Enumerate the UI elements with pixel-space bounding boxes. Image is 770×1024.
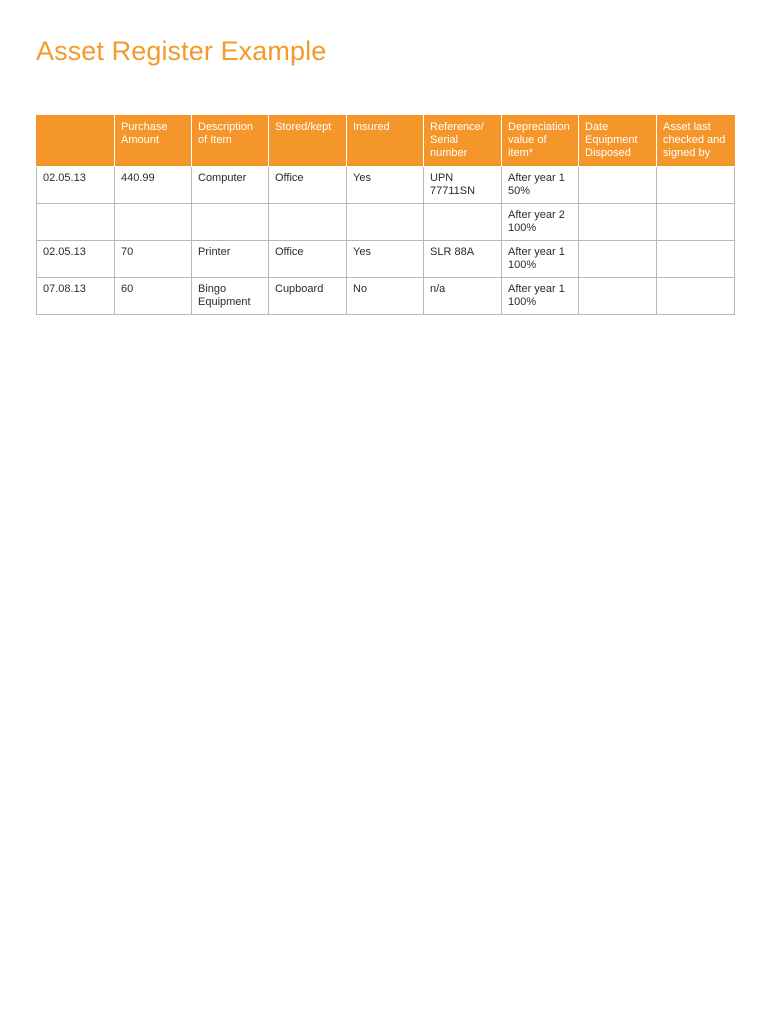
header-date-disposed: Date Equipment Disposed (579, 115, 657, 167)
cell-stored-kept (269, 204, 347, 241)
asset-register-table (36, 115, 735, 315)
cell-insured: Yes (347, 241, 424, 278)
cell-date-disposed (579, 278, 657, 315)
cell-date-disposed (579, 167, 657, 204)
cell-description: Bingo Equipment (192, 278, 269, 315)
header-date (37, 115, 115, 167)
cell-description: Printer (192, 241, 269, 278)
cell-depreciation: After year 1 100% (502, 241, 579, 278)
cell-purchase-amount: 60 (115, 278, 192, 315)
table-row (37, 204, 735, 241)
cell-date: 02.05.13 (37, 241, 115, 278)
cell-last-checked (657, 167, 735, 204)
cell-date: 02.05.13 (37, 167, 115, 204)
header-insured: Insured (347, 115, 424, 167)
table-row (37, 167, 735, 204)
cell-stored-kept: Office (269, 241, 347, 278)
cell-reference (424, 204, 502, 241)
cell-last-checked (657, 204, 735, 241)
cell-date (37, 204, 115, 241)
table-header-row (37, 115, 735, 167)
header-reference-serial: Reference/ Serial number (424, 115, 502, 167)
cell-date-disposed (579, 204, 657, 241)
header-purchase-amount: Purchase Amount (115, 115, 192, 167)
cell-description (192, 204, 269, 241)
cell-insured: No (347, 278, 424, 315)
cell-insured (347, 204, 424, 241)
cell-insured: Yes (347, 167, 424, 204)
page-title: Asset Register Example (36, 36, 327, 66)
cell-depreciation: After year 2 100% (502, 204, 579, 241)
cell-last-checked (657, 241, 735, 278)
cell-description: Computer (192, 167, 269, 204)
cell-purchase-amount (115, 204, 192, 241)
cell-purchase-amount: 440.99 (115, 167, 192, 204)
cell-stored-kept: Cupboard (269, 278, 347, 315)
cell-last-checked (657, 278, 735, 315)
table-row (37, 241, 735, 278)
cell-date: 07.08.13 (37, 278, 115, 315)
cell-stored-kept: Office (269, 167, 347, 204)
cell-reference: SLR 88A (424, 241, 502, 278)
cell-depreciation: After year 1 100% (502, 278, 579, 315)
header-description: Description of Item (192, 115, 269, 167)
cell-reference: n/a (424, 278, 502, 315)
header-stored-kept: Stored/kept (269, 115, 347, 167)
cell-date-disposed (579, 241, 657, 278)
header-last-checked: Asset last checked and signed by (657, 115, 735, 167)
table-row (37, 278, 735, 315)
cell-purchase-amount: 70 (115, 241, 192, 278)
cell-depreciation: After year 1 50% (502, 167, 579, 204)
header-depreciation: Depreciation value of item* (502, 115, 579, 167)
cell-reference: UPN 77711SN (424, 167, 502, 204)
